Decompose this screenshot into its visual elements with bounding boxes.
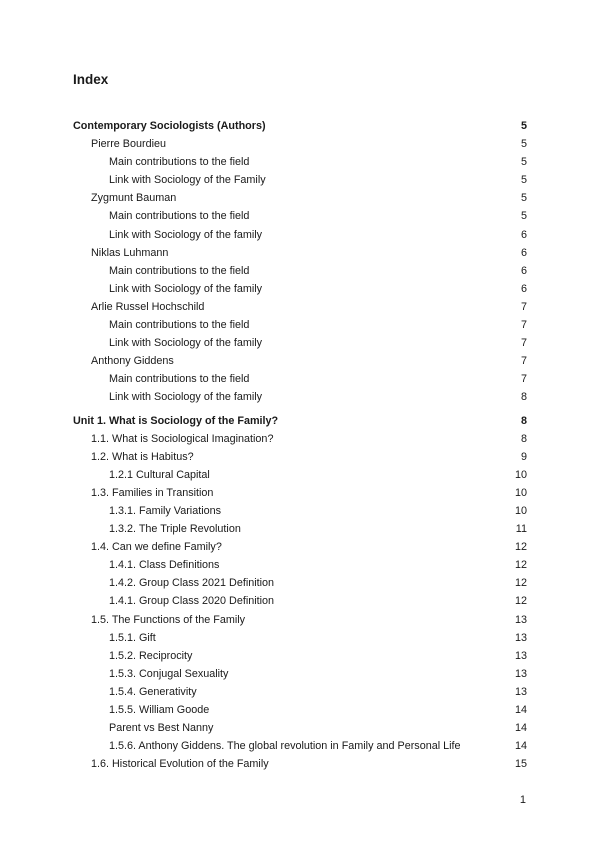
toc-entry-page: 15: [514, 758, 527, 771]
toc-entry-label: Link with Sociology of the family: [109, 228, 263, 241]
toc-subentry[interactable]: [73, 316, 527, 334]
toc-entry-page: 6: [520, 228, 527, 241]
toc-entry-label: Niklas Luhmann: [91, 246, 169, 259]
toc-entry-label: Contemporary Sociologists (Authors): [73, 120, 266, 132]
toc-entry-page: 14: [514, 704, 527, 716]
toc-entry-page: 13: [514, 649, 527, 662]
toc-entry-page: 5: [520, 192, 527, 205]
toc-entry-label: Zygmunt Bauman: [91, 192, 177, 205]
toc-entry-page: 9: [520, 450, 527, 463]
toc-entry-page: 8: [520, 391, 527, 404]
toc-entry-label: 1.5.2. Reciprocity: [109, 649, 193, 662]
toc-entry[interactable]: [73, 244, 527, 262]
toc-subentry[interactable]: [73, 556, 527, 574]
toc-entry[interactable]: [73, 755, 527, 773]
toc-subentry[interactable]: [73, 207, 527, 225]
toc-entry-page: 5: [520, 210, 527, 223]
toc-subentry[interactable]: [73, 737, 527, 755]
toc-entry-page: 5: [520, 156, 527, 169]
toc-entry-page: 10: [514, 468, 527, 481]
toc-subentry[interactable]: [73, 388, 527, 406]
toc-entry-page: 7: [520, 337, 527, 350]
toc-subentry[interactable]: [73, 262, 527, 280]
toc-subentry[interactable]: [73, 171, 527, 189]
toc-subentry[interactable]: [73, 719, 527, 737]
toc-entry-label: Main contributions to the field: [109, 264, 250, 277]
toc-entry-label: 1.5.1. Gift: [109, 631, 156, 644]
toc-entry-page: 10: [514, 504, 527, 517]
toc-entry-page: 14: [514, 722, 527, 735]
toc-section[interactable]: [73, 412, 527, 430]
toc-entry-page: 5: [520, 138, 527, 151]
toc-entry[interactable]: [73, 135, 527, 153]
toc-entry-label: Link with Sociology of the family: [109, 282, 263, 295]
toc-entry[interactable]: [73, 352, 527, 370]
toc-entry-page: 13: [514, 667, 527, 680]
toc-entry-label: 1.4.1. Group Class 2020 Definition: [109, 595, 275, 608]
page-title: Index: [73, 72, 109, 87]
toc-entry-page: 13: [514, 613, 527, 626]
toc-entry-label: 1.5.4. Generativity: [109, 685, 197, 698]
toc-entry-page: 12: [514, 595, 527, 608]
toc-entry-label: 1.5.6. Anthony Giddens. The global revolution in Family and Personal Life: [109, 740, 461, 753]
toc-entry-label: 1.4. Can we define Family?: [91, 541, 222, 554]
toc-entry-label: Parent vs Best Nanny: [109, 722, 214, 735]
toc-entry[interactable]: [73, 611, 527, 629]
toc-entry[interactable]: [73, 430, 527, 448]
toc-entry-label: 1.1. What is Sociological Imagination?: [91, 432, 274, 445]
toc-entry-page: 7: [520, 355, 527, 368]
toc-entry-page: 6: [520, 246, 527, 259]
toc-subentry[interactable]: [73, 466, 527, 484]
toc-entry-label: Arlie Russel Hochschild: [91, 300, 205, 313]
toc-entry-label: 1.3.1. Family Variations: [109, 504, 222, 517]
toc-entry-label: 1.2.1 Cultural Capital: [109, 468, 210, 481]
toc-entry-label: Link with Sociology of the family: [109, 391, 263, 404]
toc-subentry[interactable]: [73, 665, 527, 683]
toc-entry[interactable]: [73, 538, 527, 556]
toc-entry-page: 5: [520, 174, 527, 187]
toc-entry-label: 1.5. The Functions of the Family: [91, 613, 246, 626]
page-number: 1: [519, 794, 526, 806]
toc-entry-page: 6: [520, 282, 527, 295]
toc-subentry[interactable]: [73, 226, 527, 244]
toc-entry-label: 1.4.2. Group Class 2021 Definition: [109, 577, 275, 590]
toc-entry[interactable]: [73, 189, 527, 207]
toc-subentry[interactable]: [73, 647, 527, 665]
toc-entry-label: 1.3. Families in Transition: [91, 486, 214, 499]
toc-entry-page: 13: [514, 631, 527, 644]
toc-entry-label: Main contributions to the field: [109, 210, 250, 223]
toc-subentry[interactable]: [73, 683, 527, 701]
toc-entry-label: 1.4.1. Class Definitions: [109, 559, 220, 572]
toc-subentry[interactable]: [73, 502, 527, 520]
toc-entry-label: Link with Sociology of the Family: [109, 174, 266, 187]
toc-subentry[interactable]: [73, 280, 527, 298]
toc-entry-label: Pierre Bourdieu: [91, 138, 167, 151]
toc-entry-label: Main contributions to the field: [109, 319, 250, 332]
toc-subentry[interactable]: [73, 334, 527, 352]
toc-entry-page: 7: [520, 319, 527, 332]
toc-entry-label: Anthony Giddens: [91, 355, 174, 368]
toc-entry-label: 1.5.3. Conjugal Sexuality: [109, 667, 229, 680]
toc-entry-label: 1.6. Historical Evolution of the Family: [91, 758, 269, 771]
toc-section[interactable]: [73, 117, 527, 135]
toc-subentry[interactable]: [73, 153, 527, 171]
toc-subentry[interactable]: [73, 701, 527, 719]
toc-entry-page: 7: [520, 300, 527, 313]
table-of-contents: [73, 117, 527, 773]
toc-entry-page: 5: [520, 120, 527, 132]
toc-entry[interactable]: [73, 298, 527, 316]
toc-entry[interactable]: [73, 484, 527, 502]
toc-subentry[interactable]: [73, 370, 527, 388]
toc-entry-page: 8: [520, 432, 527, 445]
toc-entry-page: 10: [514, 486, 527, 499]
toc-entry-label: Main contributions to the field: [109, 373, 250, 386]
toc-entry-label: Main contributions to the field: [109, 156, 250, 169]
toc-entry-page: 13: [514, 685, 527, 698]
toc-entry-label: 1.2. What is Habitus?: [91, 450, 194, 463]
toc-entry-page: 12: [514, 541, 527, 554]
toc-entry-page: 7: [520, 373, 527, 386]
toc-entry-page: 12: [514, 559, 527, 572]
toc-subentry[interactable]: [73, 592, 527, 610]
toc-subentry[interactable]: [73, 629, 527, 647]
toc-entry-label: 1.5.5. William Goode: [109, 704, 210, 716]
toc-entry-label: 1.3.2. The Triple Revolution: [109, 523, 241, 536]
toc-entry-page: 6: [520, 264, 527, 277]
toc-entry-label: Link with Sociology of the family: [109, 337, 263, 350]
toc-entry-page: 11: [515, 523, 527, 536]
toc-subentry[interactable]: [73, 574, 527, 592]
toc-entry-page: 14: [514, 740, 527, 753]
toc-entry-page: 8: [520, 414, 527, 427]
toc-entry-label: Unit 1. What is Sociology of the Family?: [73, 414, 279, 427]
toc-entry-page: 12: [514, 577, 527, 590]
toc-entry[interactable]: [73, 448, 527, 466]
toc-subentry[interactable]: [73, 520, 527, 538]
